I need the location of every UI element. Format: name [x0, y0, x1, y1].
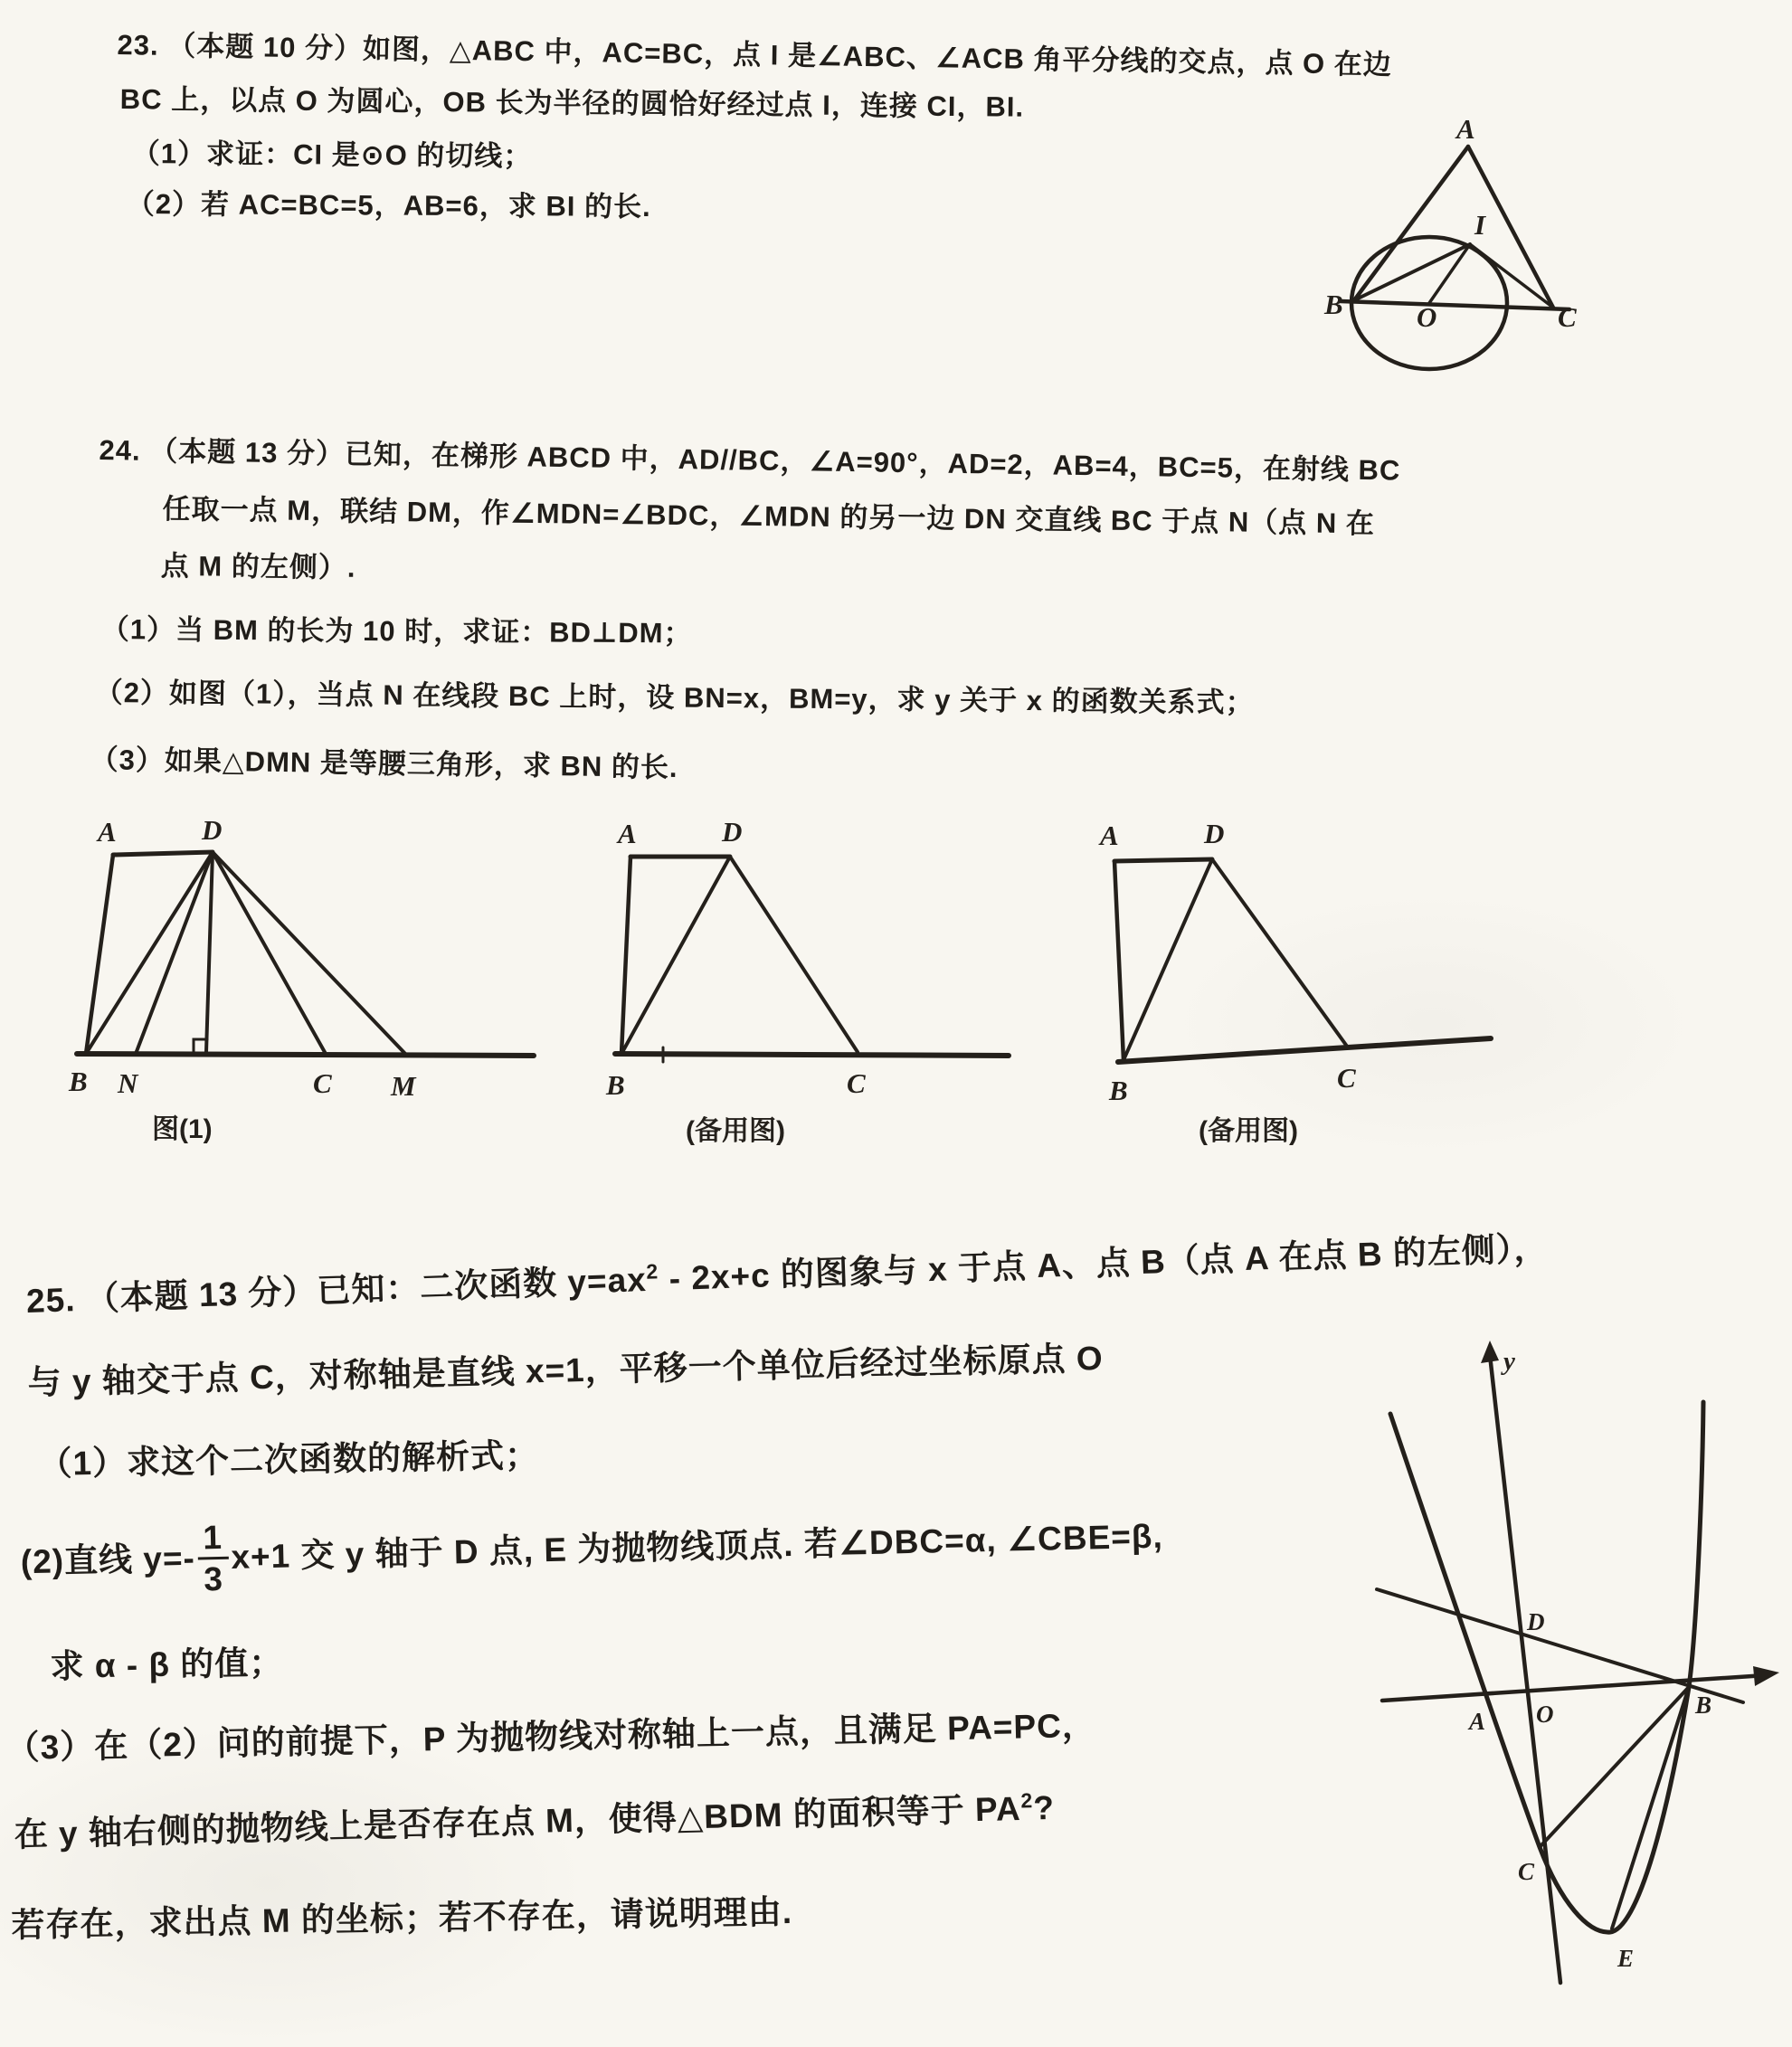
fig1-label-N: N — [118, 1067, 138, 1099]
p25-line-2: 与 y 轴交于点 C，对称轴是直线 x=1，平移一个单位后经过坐标原点 O — [27, 1340, 1105, 1401]
fig1-label-B: B — [69, 1066, 88, 1097]
p24-line-1: 24. （本题 13 分）已知，在梯形 ABCD 中，AD//BC，∠A=90°，AD=2，AB=4，BC=5，在射线 BC — [99, 433, 1401, 487]
fig1-label-M: M — [391, 1070, 416, 1102]
fig2-side-AB — [621, 857, 631, 1054]
p25-fraction-numerator: 1 — [197, 1521, 229, 1560]
fig1-segment-DF — [206, 852, 213, 1052]
fig1-label-D: D — [202, 814, 223, 846]
p23-label-A: A — [1456, 113, 1475, 145]
p25-x-axis-arrow — [1753, 1666, 1779, 1686]
fig3-segment-DB — [1124, 859, 1212, 1060]
p24-figure-2 — [588, 805, 1040, 1153]
p25-sub-3b-sup: 2 — [1020, 1788, 1034, 1813]
fig1-segment-DB — [86, 852, 213, 1054]
p24-figure-1 — [54, 805, 561, 1153]
p25-label-y: y — [1503, 1347, 1515, 1376]
p25-line-1-post: - 2x+c 的图象与 x 于点 A、点 B（点 A 在点 B 的左侧）， — [658, 1229, 1549, 1298]
p25-label-D: D — [1527, 1608, 1545, 1635]
p23-figure-triangle-circle — [1294, 86, 1592, 393]
p25-fraction-one-third — [197, 1518, 229, 1598]
fig2-label-C: C — [847, 1067, 866, 1099]
p25-label-A: A — [1469, 1708, 1486, 1735]
fig2-baseline — [615, 1054, 1009, 1056]
fig2-label-B: B — [606, 1069, 625, 1101]
fig3-label-A: A — [1100, 820, 1119, 851]
p25-y-axis-arrow — [1481, 1341, 1499, 1363]
p23-side-BA — [1354, 147, 1468, 300]
p25-sub-3a: （3）在（2）问的前提下，P 为抛物线对称轴上一点，且满足 PA=PC， — [5, 1706, 1097, 1767]
p25-sub-2 — [20, 1501, 1164, 1602]
p25-sub-2b: 求 α - β 的值； — [50, 1644, 284, 1685]
p23-line-2: BC 上，以点 O 为圆心，OB 长为半径的圆恰好经过点 I，连接 CI，BI. — [119, 82, 1025, 123]
fig1-baseline — [77, 1054, 534, 1056]
fig3-segment-DC — [1212, 859, 1348, 1047]
p24-line-2: 任取一点 M，联结 DM，作∠MDN=∠BDC，∠MDN 的另一边 DN 交直线 BC 于点 N（点 N 在 — [162, 492, 1376, 540]
fig1-side-AD — [113, 852, 213, 855]
fig2-label-A: A — [618, 818, 637, 849]
fig3-caption: (备用图) — [1199, 1116, 1298, 1146]
p25-sub-3b-post: ? — [1032, 1788, 1056, 1827]
fig1-caption: 图(1) — [152, 1114, 213, 1144]
p24-sub-1: （1）当 BM 的长为 10 时，求证：BD⊥DM； — [100, 612, 693, 649]
p24-figure-3 — [1086, 805, 1556, 1153]
fig3-label-D: D — [1204, 818, 1225, 849]
p23-label-C: C — [1558, 301, 1577, 333]
fig3-side-AD — [1114, 859, 1212, 861]
p23-label-O: O — [1417, 301, 1437, 333]
p25-fraction-denominator: 3 — [203, 1559, 224, 1598]
fig1-label-A: A — [98, 816, 117, 848]
p25-sub-2-pre: (2)直线 — [20, 1540, 144, 1581]
p24-line-3: 点 M 的左侧）. — [160, 549, 356, 583]
p25-label-O: O — [1536, 1701, 1554, 1728]
p23-base-BC — [1341, 301, 1569, 309]
p23-line-3: （1）求证：CI 是⊙O 的切线； — [131, 137, 533, 173]
fig1-label-C: C — [313, 1067, 332, 1099]
p25-segment-CB — [1540, 1687, 1689, 1847]
p23-segment-CI — [1470, 244, 1553, 308]
fig2-segment-DB — [621, 857, 730, 1054]
p25-sub-2-y: y=- — [142, 1539, 196, 1578]
p23-line-1: 23. （本题 10 分）如图，△ABC 中，AC=BC，点 I 是∠ABC、∠ACB 角平分线的交点，点 O 在边 — [117, 28, 1393, 81]
p25-y-axis — [1490, 1355, 1560, 1983]
p25-sub-2-post: 交 y 轴于 D 点, E 为抛物线顶点. 若∠DBC=α, ∠CBE=β, — [289, 1517, 1164, 1575]
p25-label-E: E — [1617, 1945, 1635, 1972]
p23-line-4: （2）若 AC=BC=5，AB=6，求 BI 的长. — [126, 187, 651, 223]
p25-figure-parabola — [1294, 1339, 1782, 2026]
p25-line-1-sup: 2 — [645, 1259, 659, 1284]
p24-sub-3: （3）如果△DMN 是等腰三角形，求 BN 的长. — [90, 743, 678, 784]
fig2-label-D: D — [722, 816, 743, 848]
fig3-baseline — [1118, 1038, 1491, 1062]
p25-sub-1: （1）求这个二次函数的解析式； — [38, 1436, 540, 1483]
p25-sub-3c: 若存在，求出点 M 的坐标；若不存在，请说明理由. — [11, 1892, 793, 1944]
fig3-label-B: B — [1109, 1075, 1128, 1106]
p25-sub-3b-pre: 在 y 轴右侧的抛物线上是否存在点 M，使得△BDM 的面积等于 PA — [14, 1789, 1022, 1853]
p25-sub-2-mid: x+1 — [230, 1537, 291, 1576]
p25-line-1-pre: 25. （本题 13 分）已知：二次函数 y=ax — [25, 1261, 648, 1320]
p23-label-B: B — [1324, 289, 1343, 320]
p24-sub-2: （2）如图（1），当点 N 在线段 BC 上时，设 BN=x，BM=y，求 y 关于 x 的函数关系式； — [94, 676, 1255, 719]
p25-segment-BE — [1612, 1687, 1689, 1929]
p25-sub-3b — [14, 1780, 1056, 1856]
fig3-side-AB — [1114, 861, 1124, 1060]
p25-label-C: C — [1518, 1858, 1535, 1885]
p25-line-1 — [25, 1220, 1549, 1322]
fig2-segment-DC — [730, 857, 858, 1052]
fig3-label-C: C — [1337, 1062, 1356, 1094]
fig1-side-AB — [86, 855, 113, 1054]
p25-label-B: B — [1695, 1692, 1712, 1719]
fig2-caption: (备用图) — [686, 1116, 785, 1146]
p23-segment-BI — [1354, 244, 1470, 300]
p23-label-I: I — [1474, 209, 1486, 241]
